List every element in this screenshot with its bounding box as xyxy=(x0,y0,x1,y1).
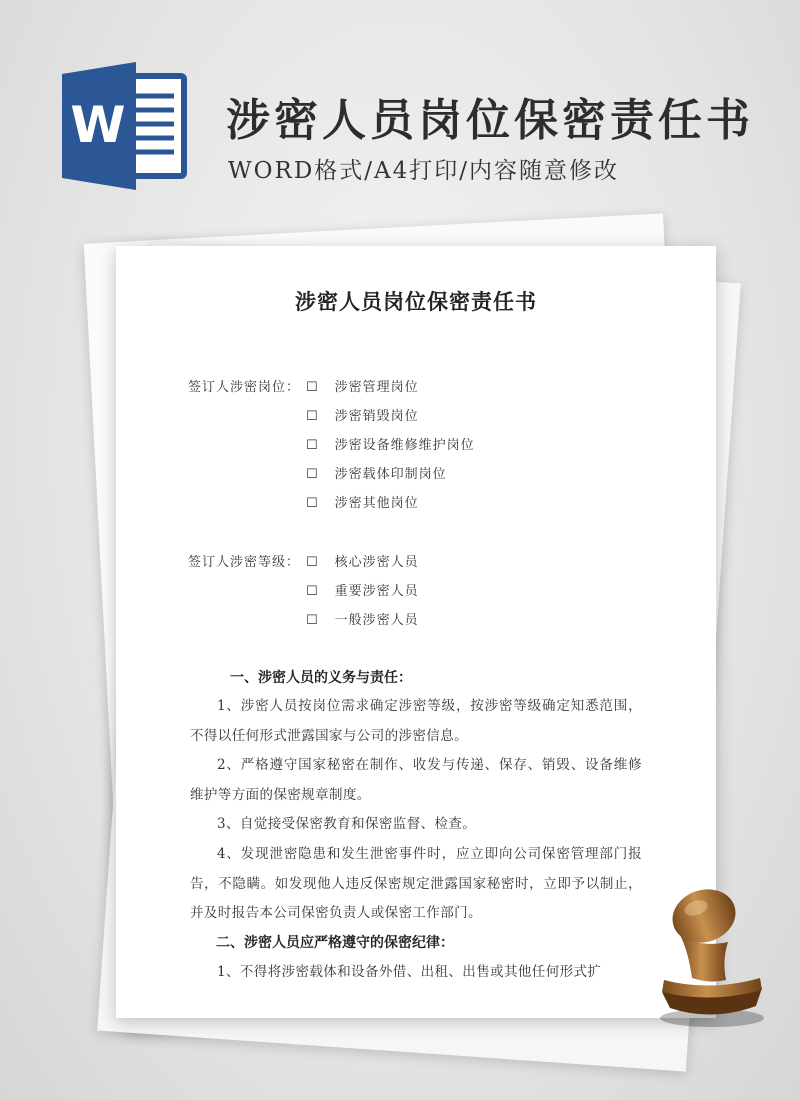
checkbox-icon[interactable]: ☐ xyxy=(306,584,319,599)
level-option-label: 重要涉密人员 xyxy=(334,584,419,599)
post-field-label: 签订人涉密岗位： xyxy=(188,380,301,395)
paragraph: 2、严格遵守国家秘密在制作、收发与传递、保存、销毁、设备维修维护等方面的保密规章制度。 xyxy=(190,757,642,803)
level-option[interactable] xyxy=(306,551,419,570)
checkbox-icon[interactable]: ☐ xyxy=(306,438,319,453)
post-option-label: 涉密销毁岗位 xyxy=(334,409,419,424)
level-option-label: 一般涉密人员 xyxy=(334,613,419,628)
checkbox-icon[interactable]: ☐ xyxy=(306,380,319,395)
page-subtitle: WORD格式/A4打印/内容随意修改 xyxy=(228,158,619,184)
level-option[interactable] xyxy=(306,609,419,628)
post-option-label: 涉密载体印制岗位 xyxy=(334,467,447,482)
section-heading: 一、涉密人员的义务与责任： xyxy=(230,670,412,686)
post-option-label: 涉密管理岗位 xyxy=(334,380,419,395)
post-option-label: 涉密设备维修维护岗位 xyxy=(334,438,475,453)
paragraph: 3、自觉接受保密教育和保密监督、检查。 xyxy=(217,816,477,832)
level-option[interactable] xyxy=(306,580,419,599)
post-option[interactable] xyxy=(306,434,475,453)
checkbox-icon[interactable]: ☐ xyxy=(306,555,319,570)
paragraph: 1、涉密人员按岗位需求确定涉密等级，按涉密等级确定知悉范围，不得以任何形式泄露国家与公司的涉密信息。 xyxy=(190,698,642,744)
checkbox-icon[interactable]: ☐ xyxy=(306,613,319,628)
page-title: 涉密人员岗位保密责任书 xyxy=(226,95,754,146)
word-logo-icon xyxy=(62,62,192,190)
logo-letter: W xyxy=(70,96,126,154)
post-option[interactable] xyxy=(306,492,419,511)
post-option-label: 涉密其他岗位 xyxy=(334,496,419,511)
post-option[interactable] xyxy=(306,463,447,482)
document-page xyxy=(116,246,716,1018)
paragraph: 4、发现泄密隐患和发生泄密事件时，应立即向公司保密管理部门报告，不隐瞒。如发现他人违反保密规定泄露国家秘密时，立即予以制止，并及时报告本公司保密负责人或保密工作部门。 xyxy=(190,846,642,921)
level-option-label: 核心涉密人员 xyxy=(334,555,419,570)
section-heading: 二、涉密人员应严格遵守的保密纪律： xyxy=(216,935,454,951)
document-title: 涉密人员岗位保密责任书 xyxy=(295,289,537,314)
checkbox-icon[interactable]: ☐ xyxy=(306,496,319,511)
paragraph: 1、不得将涉密载体和设备外借、出租、出售或其他任何形式扩 xyxy=(217,964,602,980)
checkbox-icon[interactable]: ☐ xyxy=(306,409,319,424)
wooden-stamp-icon xyxy=(640,880,770,1030)
post-option[interactable] xyxy=(306,405,419,424)
level-field-label: 签订人涉密等级： xyxy=(188,555,301,570)
post-option[interactable] xyxy=(306,376,419,395)
checkbox-icon[interactable]: ☐ xyxy=(306,467,319,482)
